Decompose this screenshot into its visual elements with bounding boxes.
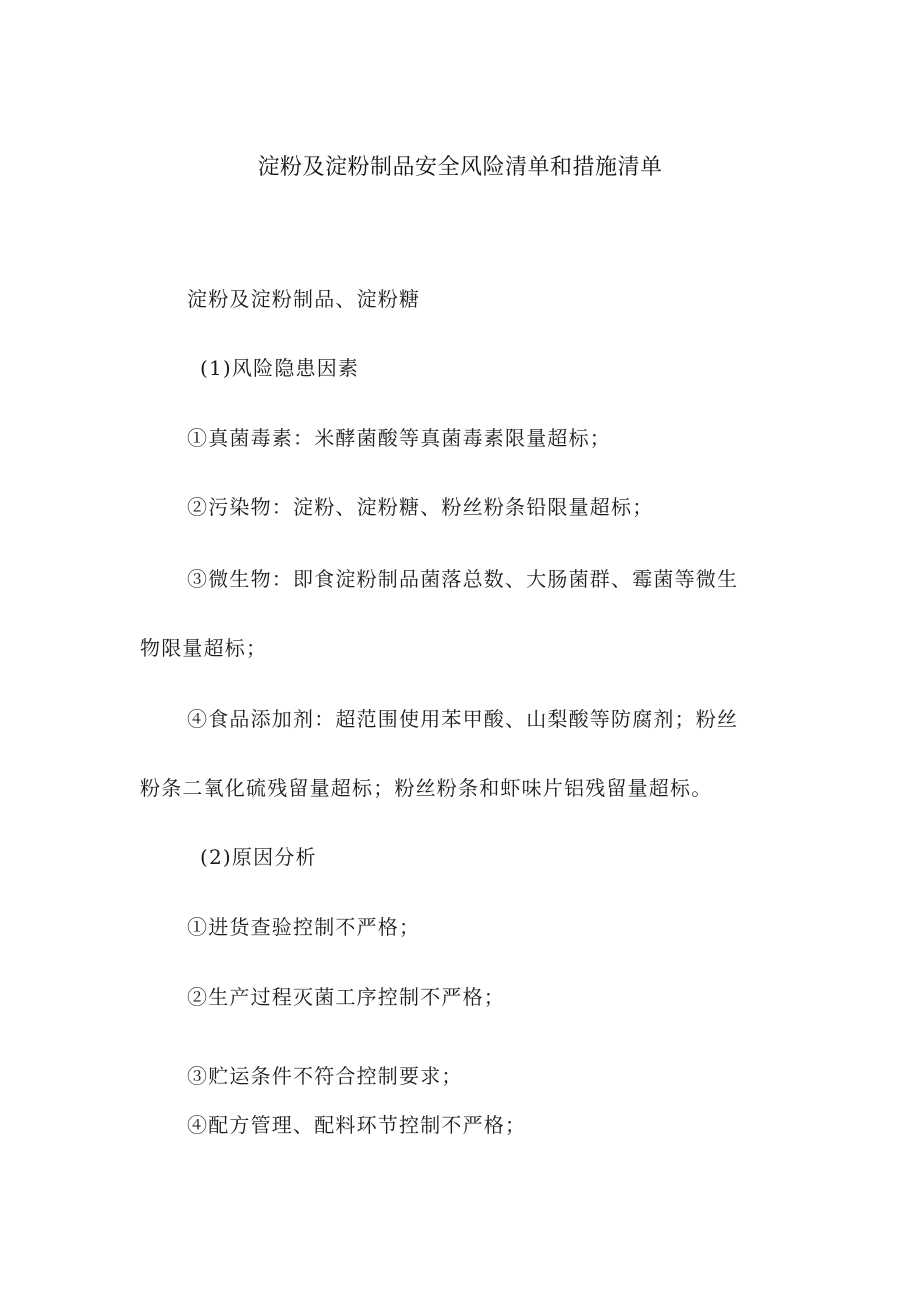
section2-heading: (2)原因分析 bbox=[200, 845, 317, 869]
document-title: 淀粉及淀粉制品安全风险清单和措施清单 bbox=[257, 155, 663, 180]
section1-heading: (1)风险隐患因素 bbox=[200, 356, 360, 380]
cause-item-2: ②生产过程灭菌工序控制不严格； bbox=[187, 985, 505, 1009]
cause-item-3: ③贮运条件不符合控制要求； bbox=[187, 1064, 463, 1088]
cause-item-1: ①进货查验控制不严格； bbox=[187, 915, 421, 939]
risk-item-4-cont: 粉条二氧化硫残留量超标；粉丝粉条和虾味片铝残留量超标。 bbox=[140, 776, 713, 800]
risk-item-3: ③微生物：即食淀粉制品菌落总数、大肠菌群、霉菌等微生 bbox=[187, 567, 739, 591]
category-line: 淀粉及淀粉制品、淀粉糖 bbox=[187, 287, 421, 311]
risk-item-2: ②污染物：淀粉、淀粉糖、粉丝粉条铅限量超标； bbox=[187, 495, 654, 519]
risk-item-3-cont: 物限量超标； bbox=[140, 636, 268, 660]
cause-item-4: ④配方管理、配料环节控制不严格； bbox=[187, 1113, 527, 1137]
risk-item-4: ④食品添加剂：超范围使用苯甲酸、山梨酸等防腐剂；粉丝 bbox=[187, 707, 739, 731]
risk-item-1: ①真菌毒素：米酵菌酸等真菌毒素限量超标； bbox=[187, 426, 611, 450]
